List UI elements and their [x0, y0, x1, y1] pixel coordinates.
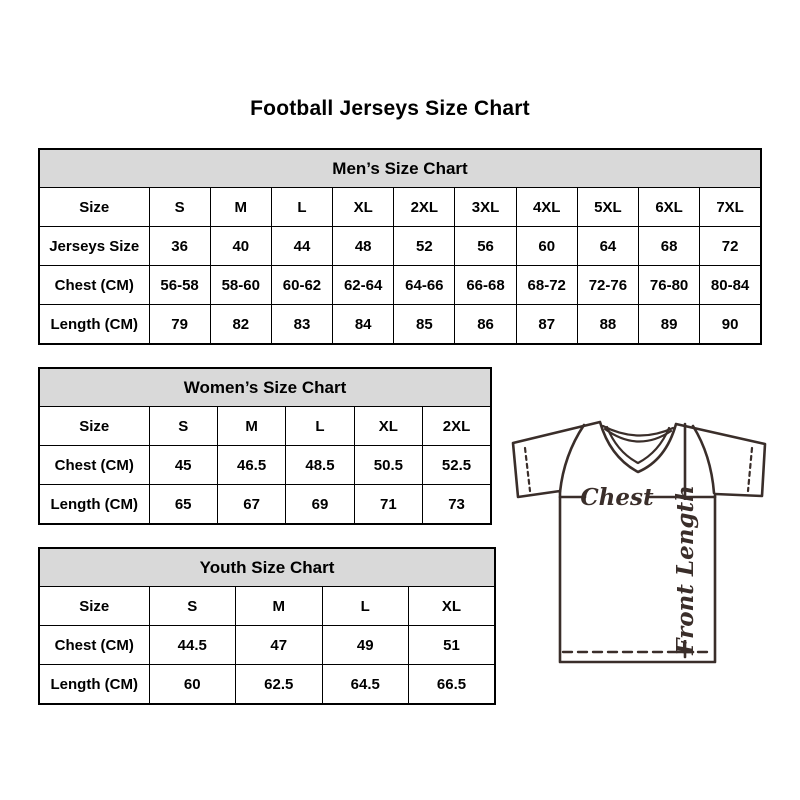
data-cell: 58-60: [210, 266, 271, 305]
table-row: [39, 266, 761, 305]
data-cell: L: [271, 188, 332, 227]
table-row: [39, 485, 491, 525]
data-cell: 86: [455, 305, 516, 345]
data-cell: 60: [516, 227, 577, 266]
data-cell: 52.5: [423, 446, 491, 485]
data-cell: 49: [322, 626, 409, 665]
page-title: Football Jerseys Size Chart: [250, 97, 530, 120]
data-cell: 2XL: [423, 407, 491, 446]
data-cell: L: [322, 587, 409, 626]
row-header-cell: Jerseys Size: [39, 227, 149, 266]
mens-table-title: Men’s Size Chart: [39, 149, 761, 188]
data-cell: 50.5: [354, 446, 422, 485]
table-row: [39, 587, 495, 626]
womens-table-header-row: [39, 368, 491, 407]
table-row: [39, 407, 491, 446]
data-cell: 73: [423, 485, 491, 525]
data-cell: S: [149, 407, 217, 446]
table-row: [39, 305, 761, 345]
data-cell: XL: [409, 587, 496, 626]
table-row: [39, 446, 491, 485]
data-cell: 45: [149, 446, 217, 485]
row-header-cell: Chest (CM): [39, 446, 149, 485]
data-cell: 85: [394, 305, 455, 345]
data-cell: 71: [354, 485, 422, 525]
data-cell: 76-80: [639, 266, 700, 305]
data-cell: 67: [217, 485, 285, 525]
youth-size-table: [38, 547, 496, 705]
data-cell: 48: [333, 227, 394, 266]
data-cell: L: [286, 407, 354, 446]
data-cell: 5XL: [577, 188, 638, 227]
data-cell: 90: [700, 305, 761, 345]
data-cell: 48.5: [286, 446, 354, 485]
row-header-cell: Length (CM): [39, 485, 149, 525]
data-cell: 64.5: [322, 665, 409, 705]
jersey-outline-icon: [513, 422, 765, 662]
data-cell: 66.5: [409, 665, 496, 705]
data-cell: 62-64: [333, 266, 394, 305]
row-header-cell: Size: [39, 188, 149, 227]
table-row: [39, 665, 495, 705]
data-cell: 68: [639, 227, 700, 266]
mens-table-header-row: [39, 149, 761, 188]
data-cell: 56-58: [149, 266, 210, 305]
data-cell: 72: [700, 227, 761, 266]
data-cell: S: [149, 188, 210, 227]
row-header-cell: Length (CM): [39, 305, 149, 345]
data-cell: XL: [333, 188, 394, 227]
data-cell: 83: [271, 305, 332, 345]
table-row: [39, 227, 761, 266]
womens-table-title: Women’s Size Chart: [39, 368, 491, 407]
front-length-label: Front Length: [672, 485, 699, 655]
data-cell: 72-76: [577, 266, 638, 305]
data-cell: 80-84: [700, 266, 761, 305]
data-cell: 3XL: [455, 188, 516, 227]
data-cell: 87: [516, 305, 577, 345]
data-cell: 60: [149, 665, 236, 705]
row-header-cell: Chest (CM): [39, 266, 149, 305]
table-row: [39, 626, 495, 665]
youth-table-header-row: [39, 548, 495, 587]
data-cell: 40: [210, 227, 271, 266]
data-cell: 68-72: [516, 266, 577, 305]
data-cell: 64: [577, 227, 638, 266]
data-cell: 66-68: [455, 266, 516, 305]
data-cell: 4XL: [516, 188, 577, 227]
data-cell: S: [149, 587, 236, 626]
data-cell: 51: [409, 626, 496, 665]
data-cell: XL: [354, 407, 422, 446]
chest-label: Chest: [580, 484, 654, 511]
data-cell: 69: [286, 485, 354, 525]
data-cell: 36: [149, 227, 210, 266]
table-row: [39, 188, 761, 227]
data-cell: 56: [455, 227, 516, 266]
data-cell: 47: [236, 626, 323, 665]
jersey-measurement-diagram: [500, 400, 780, 680]
womens-size-table: [38, 367, 492, 525]
data-cell: 89: [639, 305, 700, 345]
data-cell: 79: [149, 305, 210, 345]
data-cell: 6XL: [639, 188, 700, 227]
data-cell: 52: [394, 227, 455, 266]
data-cell: M: [210, 188, 271, 227]
data-cell: 65: [149, 485, 217, 525]
data-cell: 44: [271, 227, 332, 266]
data-cell: 2XL: [394, 188, 455, 227]
row-header-cell: Length (CM): [39, 665, 149, 705]
data-cell: 46.5: [217, 446, 285, 485]
data-cell: 84: [333, 305, 394, 345]
row-header-cell: Chest (CM): [39, 626, 149, 665]
row-header-cell: Size: [39, 407, 149, 446]
youth-table-title: Youth Size Chart: [39, 548, 495, 587]
data-cell: 60-62: [271, 266, 332, 305]
data-cell: 88: [577, 305, 638, 345]
mens-size-table: [38, 148, 762, 345]
row-header-cell: Size: [39, 587, 149, 626]
data-cell: 62.5: [236, 665, 323, 705]
data-cell: M: [236, 587, 323, 626]
data-cell: 82: [210, 305, 271, 345]
data-cell: 7XL: [700, 188, 761, 227]
data-cell: 64-66: [394, 266, 455, 305]
data-cell: M: [217, 407, 285, 446]
data-cell: 44.5: [149, 626, 236, 665]
